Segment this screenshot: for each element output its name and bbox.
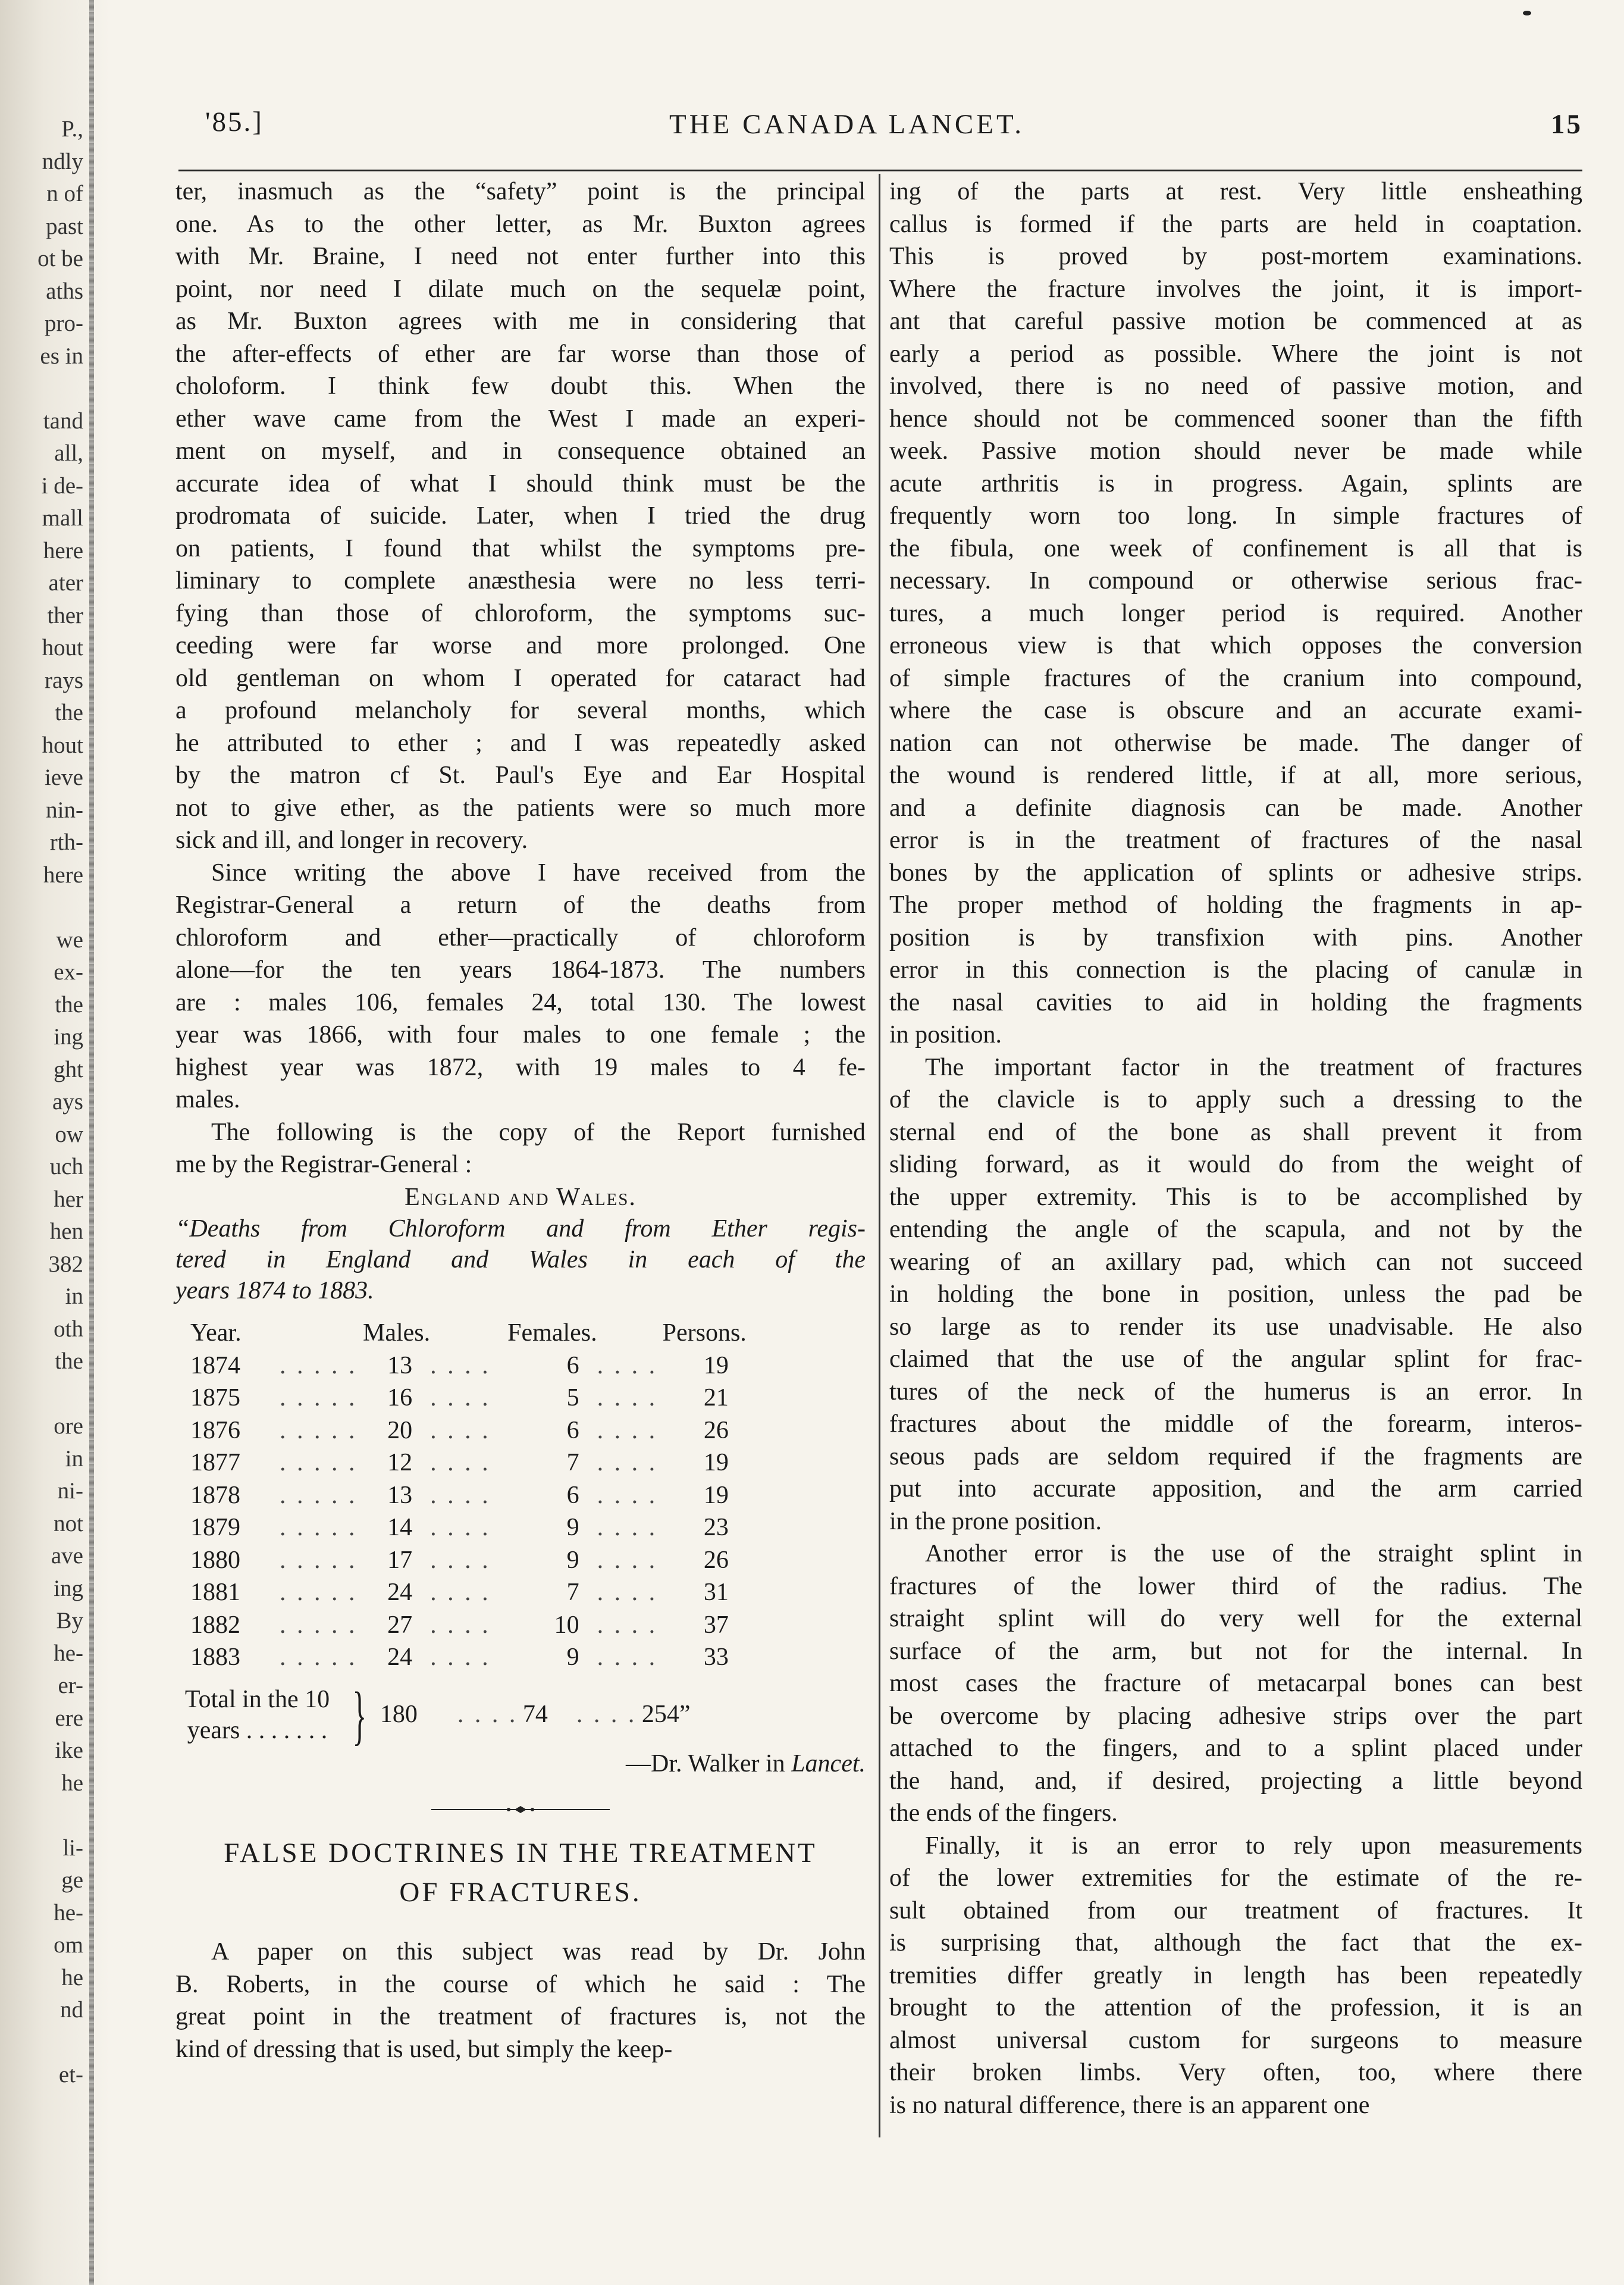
text-line: ing of the parts at rest. Very little ensheathing	[889, 178, 1582, 205]
text-line: acute arthritis is in progress. Again, splints are	[889, 469, 1582, 497]
table-header-row	[190, 1317, 747, 1350]
text-line: ceeding were far worse and more prolonged. One	[175, 632, 866, 659]
dot-leader: . . . . .	[280, 1449, 358, 1476]
dot-leader: . . . .	[430, 1449, 491, 1476]
text-line: fractures of the lower third of the radius. The	[889, 1572, 1582, 1600]
text-line: and a definite diagnosis can be made. Another	[889, 794, 1582, 822]
dot-leader: . . . .	[430, 1351, 491, 1379]
text-line: chloroform and ether—practically of chloroform	[175, 924, 866, 951]
text-line: in position.	[889, 1021, 1002, 1048]
text-line: position is by transfixion with pins. Another	[889, 924, 1582, 951]
dot-leader: . . . .	[430, 1546, 491, 1574]
table-row	[190, 1479, 747, 1512]
text-line: erroneous view is that which opposes the conversion	[889, 632, 1582, 659]
cell-persons: 33	[703, 1644, 729, 1671]
text-line: males.	[175, 1086, 240, 1113]
paragraph	[889, 1830, 1582, 2122]
text-line: nation can not otherwise be made. The danger of	[889, 729, 1582, 757]
text-line: ant that careful passive motion be commenced at as	[889, 308, 1582, 335]
fragment-line: he	[61, 1964, 83, 1990]
fragment-line: ing	[54, 1575, 83, 1601]
text-line: Finally, it is an error to rely upon measurements	[925, 1832, 1582, 1860]
dot-leader: . . . .	[457, 1701, 518, 1729]
cell-females: 9	[566, 1514, 579, 1541]
text-line: This is proved by post-mortem examinations.	[889, 243, 1582, 270]
right-column	[889, 176, 1582, 2121]
text-line: in the prone position.	[889, 1507, 1102, 1535]
fragment-line: ge	[61, 1867, 83, 1893]
paragraph	[175, 1116, 866, 1181]
fragment-line	[0, 891, 83, 924]
fragment-line: ot be	[37, 246, 83, 271]
fragment-line: 382	[48, 1251, 83, 1277]
text-line: The proper method of holding the fragments in ap-	[889, 891, 1582, 919]
text-line: alone—for the ten years 1864-1873. The numbers	[175, 956, 866, 984]
col-header-males: Males.	[363, 1319, 431, 1347]
text-line: the upper extremity. This is to be accomplished by	[889, 1183, 1582, 1211]
text-line: sick and ill, and longer in recovery.	[175, 827, 528, 854]
dot-leader: . . . .	[430, 1514, 491, 1541]
text-line: ment on myself, and in consequence obtained an	[175, 437, 866, 465]
text-line: The following is the copy of the Report furnished	[211, 1118, 866, 1146]
paragraph	[175, 1936, 866, 2065]
text-line: years 1874 to 1883.	[175, 1277, 374, 1304]
text-line: Where the fracture involves the joint, it is import-	[889, 275, 1582, 303]
table-row	[190, 1414, 747, 1447]
fragment-line: n of	[46, 181, 83, 206]
fragment-line: past	[46, 213, 83, 239]
cell-females: 9	[566, 1644, 579, 1671]
table-caption	[175, 1213, 866, 1306]
cell-males: 12	[387, 1449, 413, 1476]
cell-males: 20	[387, 1416, 413, 1444]
cell-year: 1880	[190, 1546, 240, 1574]
section-heading	[175, 1833, 866, 1912]
fragment-line: the	[55, 1348, 83, 1374]
text-line: where the case is obscure and an accurate exami-	[889, 697, 1582, 724]
cell-year: 1878	[190, 1481, 240, 1509]
text-line: of the lower extremities for the estimate of the re-	[889, 1864, 1582, 1892]
fragment-line: i de-	[41, 472, 83, 499]
dot-leader: . . . .	[597, 1514, 658, 1541]
text-line: one. As to the other letter, as Mr. Buxton agrees	[175, 210, 866, 238]
dot-leader: . . . .	[597, 1644, 658, 1671]
text-line: liminary to complete anæsthesia were no less terri-	[175, 567, 866, 594]
table-row	[190, 1641, 747, 1674]
dot-leader: . . . .	[430, 1481, 491, 1509]
total-females: 74	[522, 1701, 548, 1729]
text-line: as Mr. Buxton agrees with me in considering that	[175, 308, 866, 335]
cell-females: 6	[566, 1351, 579, 1379]
text-line: choloform. I think few doubt this. When the	[175, 373, 866, 400]
fragment-line: rays	[45, 667, 83, 693]
text-line: year was 1866, with four males to one female ; the	[175, 1021, 866, 1048]
text-line: be overcome by placing adhesive strips over the part	[889, 1702, 1582, 1730]
fragment-line: ieve	[45, 765, 83, 790]
fragment-line: tand	[43, 408, 83, 434]
totals-row	[175, 1678, 866, 1751]
dot-leader: . . . .	[597, 1546, 658, 1574]
cell-year: 1875	[190, 1384, 240, 1411]
text-line: are : males 106, females 24, total 130. The lowest	[175, 988, 866, 1016]
text-line: frequently worn too long. In simple fractures of	[889, 502, 1582, 530]
text-line: Another error is the use of the straight splint in	[925, 1540, 1582, 1567]
cell-year: 1877	[190, 1449, 240, 1476]
dot-leader: . . . . .	[280, 1611, 358, 1639]
fragment-line: er-	[58, 1673, 83, 1698]
cell-females: 6	[566, 1481, 579, 1509]
fragment-line: hout	[42, 635, 83, 661]
text-line: of simple fractures of the cranium into compound,	[889, 664, 1582, 692]
text-line: week. Passive motion should never be made while	[889, 437, 1582, 465]
section-heading-line2: OF FRACTURES.	[399, 1877, 642, 1908]
dot-leader: . . . . .	[280, 1514, 358, 1541]
header-rule	[178, 170, 1582, 171]
dot-leader: . . . .	[597, 1449, 658, 1476]
cell-year: 1883	[190, 1644, 240, 1671]
cell-year: 1876	[190, 1416, 240, 1444]
cell-males: 24	[387, 1579, 413, 1606]
paragraph	[889, 1051, 1582, 1538]
totals-label-line2: years . . . . . . .	[187, 1716, 328, 1744]
text-line: he attributed to ether ; and I was repeatedly asked	[175, 729, 866, 757]
paragraph	[175, 857, 866, 1116]
fragment-line	[0, 2027, 83, 2059]
text-line: the nasal cavities to aid in holding the fragments	[889, 988, 1582, 1016]
fragment-line: ther	[47, 602, 83, 628]
text-line: point, nor need I dilate much on the sequelæ point,	[175, 275, 866, 303]
col-header-females: Females.	[507, 1319, 597, 1347]
text-line: tremities differ greatly in length has been repeatedly	[889, 1961, 1582, 1989]
text-line: most cases the fracture of metacarpal bones can best	[889, 1670, 1582, 1697]
text-line: their broken limbs. Very often, too, where there	[889, 2059, 1582, 2086]
fragment-line: ght	[54, 1056, 83, 1082]
dot-leader: . . . . .	[280, 1351, 358, 1379]
text-line: by the matron cf St. Paul's Eye and Ear Hospital	[175, 762, 866, 789]
previous-page-fragments	[0, 113, 83, 2092]
fragment-line: om	[54, 1932, 83, 1958]
fragment-line: ike	[55, 1738, 83, 1763]
text-line: of the clavicle is to apply such a dressing to the	[889, 1086, 1582, 1113]
cell-males: 17	[387, 1546, 413, 1574]
text-line: kind of dressing that is used, but simply the keep-	[175, 2035, 673, 2063]
fragment-line: mall	[42, 505, 83, 531]
text-line: The important factor in the treatment of fractures	[925, 1053, 1582, 1081]
attribution	[175, 1748, 866, 1780]
header-year: '85.]	[205, 107, 264, 137]
text-line: sliding forward, as it would do from the weight of	[889, 1151, 1582, 1178]
fragment-line: ave	[51, 1543, 83, 1569]
text-line: ter, inasmuch as the “safety” point is the principal	[175, 178, 866, 205]
dot-leader: . . . . .	[280, 1481, 358, 1509]
text-line: is surprising that, although the fact that the ex-	[889, 1929, 1582, 1957]
dot-leader: . . . .	[597, 1579, 658, 1606]
cell-males: 24	[387, 1644, 413, 1671]
cell-year: 1879	[190, 1514, 240, 1541]
fragment-line: here	[43, 862, 83, 888]
total-males: 180	[380, 1701, 418, 1729]
fragment-line: ays	[52, 1089, 83, 1115]
cell-persons: 31	[703, 1579, 729, 1606]
table-row	[190, 1447, 747, 1479]
page-number: 15	[1551, 109, 1582, 140]
cell-males: 16	[387, 1384, 413, 1411]
text-line: is no natural difference, there is an apparent one	[889, 2091, 1370, 2119]
paragraph	[175, 176, 866, 857]
cell-year: 1882	[190, 1611, 240, 1639]
dot-leader: . . . .	[597, 1416, 658, 1444]
dot-leader: . . . . .	[280, 1579, 358, 1606]
cell-persons: 19	[703, 1351, 729, 1379]
text-line: error is in the treatment of fractures of the nasal	[889, 827, 1582, 854]
fragment-line: ater	[48, 570, 83, 596]
text-line: in holding the bone in position, unless the pad be	[889, 1281, 1582, 1308]
fragment-line: uch	[49, 1154, 83, 1179]
text-line: hence should not be commenced sooner than the fifth	[889, 405, 1582, 433]
dot-leader: . . . .	[430, 1384, 491, 1411]
text-line: me by the Registrar-General :	[175, 1151, 472, 1178]
text-line: almost universal custom for surgeons to measure	[889, 2026, 1582, 2054]
fragment-line: ni-	[57, 1478, 83, 1504]
dot-leader: . . . .	[597, 1481, 658, 1509]
text-line: not to give ether, as the patients were so much more	[175, 794, 866, 822]
dot-leader: . . . .	[430, 1611, 491, 1639]
text-line: entending the angle of the scapula, and not by the	[889, 1216, 1582, 1243]
section-ornament	[175, 1804, 866, 1816]
dot-leader: . . . . .	[280, 1546, 358, 1574]
text-line: involved, there is no need of passive motion, and	[889, 373, 1582, 400]
fragment-line: here	[43, 537, 83, 564]
cell-males: 14	[387, 1514, 413, 1541]
fragment-line: aths	[46, 278, 83, 304]
text-line: put into accurate apposition, and the arm carried	[889, 1475, 1582, 1503]
dot-leader: . . . .	[430, 1644, 491, 1671]
fragment-line: ore	[54, 1413, 83, 1439]
text-line: the hand, and, if desired, projecting a little beyond	[889, 1767, 1582, 1795]
column-divider	[879, 174, 880, 2137]
cell-females: 7	[566, 1449, 579, 1476]
brace-glyph: }	[352, 1678, 367, 1751]
text-line: the wound is rendered little, if at all, more serious,	[889, 762, 1582, 789]
fragment-line: ere	[55, 1705, 83, 1731]
dot-leader: . . . .	[430, 1579, 491, 1606]
table-row	[190, 1350, 747, 1382]
fragment-line: rth-	[49, 830, 83, 855]
text-line: error in this connection is the placing of canulæ in	[889, 956, 1582, 984]
cell-persons: 19	[703, 1449, 729, 1476]
text-line: tures, a much longer period is required. Another	[889, 599, 1582, 627]
cell-persons: 26	[703, 1546, 729, 1574]
text-line: the fibula, one week of confinement is all that is	[889, 534, 1582, 562]
text-line: Since writing the above I have received from the	[211, 859, 866, 887]
dot-leader: . . . . .	[280, 1416, 358, 1444]
text-line: tered in England and Wales in each of the	[175, 1246, 866, 1273]
text-line: tures of the neck of the humerus is an error. In	[889, 1378, 1582, 1406]
fragment-line: ing	[54, 1024, 83, 1050]
journal-title: THE CANADA LANCET.	[669, 109, 1024, 140]
left-column	[175, 176, 866, 2065]
text-line: Registrar-General a return of the deaths from	[175, 891, 866, 919]
ink-speck	[1523, 11, 1531, 15]
table-row	[190, 1609, 747, 1642]
text-line: early a period as possible. Where the joint is not	[889, 340, 1582, 368]
fragment-line: li-	[62, 1835, 83, 1861]
table-subhead: England and Wales.	[405, 1183, 637, 1211]
cell-year: 1881	[190, 1579, 240, 1606]
text-line: old gentleman on whom I operated for cataract had	[175, 664, 866, 692]
text-line: ether wave came from the West I made an experi-	[175, 405, 866, 433]
fragment-line: P.,	[61, 116, 83, 142]
text-line: fying than those of chloroform, the symptoms suc-	[175, 599, 866, 627]
cell-persons: 37	[703, 1611, 729, 1639]
text-line: the after-effects of ether are far worse than those of	[175, 340, 866, 368]
fragment-line: we	[56, 926, 83, 953]
text-line: straight splint will do very well for the external	[889, 1605, 1582, 1632]
fragment-line: he	[61, 1770, 83, 1796]
fragment-line	[0, 1799, 83, 1832]
cell-males: 27	[387, 1611, 413, 1639]
text-line: a profound melancholy for several months, which	[175, 697, 866, 724]
dot-leader: . . . . .	[280, 1384, 358, 1411]
text-line: highest year was 1872, with 19 males to 4 fe-	[175, 1053, 866, 1081]
total-persons: 254”	[641, 1701, 691, 1729]
dot-leader: . . . .	[597, 1611, 658, 1639]
text-line: wearing of an axillary pad, which can not succeed	[889, 1248, 1582, 1276]
fragment-line: oth	[54, 1316, 83, 1342]
text-line: surface of the arm, but not for the internal. In	[889, 1637, 1582, 1665]
table-row	[190, 1544, 747, 1577]
fragment-line: he-	[54, 1640, 83, 1666]
fragment-line: her	[54, 1186, 83, 1212]
fragment-line: the	[55, 991, 83, 1018]
cell-females: 6	[566, 1416, 579, 1444]
cell-persons: 26	[703, 1416, 729, 1444]
text-line: sult obtained from our treatment of fractures. It	[889, 1896, 1582, 1924]
fragment-line: nin-	[46, 797, 83, 823]
dot-leader: . . . .	[430, 1416, 491, 1444]
fragment-line: ow	[55, 1121, 83, 1147]
text-line: attached to the fingers, and to a splint placed under	[889, 1735, 1582, 1762]
dot-leader: . . . . .	[280, 1644, 358, 1671]
paragraph	[889, 1538, 1582, 1830]
dot-leader: . . . .	[597, 1384, 658, 1411]
text-line: claimed that the use of the angular splint for frac-	[889, 1345, 1582, 1373]
fragment-line: es in	[40, 343, 83, 369]
text-line: A paper on this subject was read by Dr. John	[211, 1938, 866, 1965]
fragment-line: pro-	[45, 311, 83, 336]
text-line: with Mr. Braine, I need not enter further into this	[175, 243, 866, 270]
attribution-source: Lancet.	[791, 1749, 866, 1777]
table-row	[190, 1576, 747, 1609]
text-line: “Deaths from Chloroform and from Ether regis-	[175, 1215, 866, 1242]
fragment-line: he-	[54, 1899, 83, 1926]
cell-persons: 23	[703, 1514, 729, 1541]
fragment-line: ex-	[54, 959, 83, 985]
text-line: brought to the attention of the profession, it is an	[889, 1994, 1582, 2021]
fragment-line: the	[55, 700, 83, 725]
fragment-line: hen	[49, 1219, 83, 1244]
section-heading-line1: FALSE DOCTRINES IN THE TREATMENT	[224, 1838, 817, 1868]
fragment-line: By	[56, 1608, 83, 1633]
text-line: accurate idea of what I should think must be the	[175, 469, 866, 497]
fragment-line: et-	[58, 2062, 83, 2087]
fragment-line	[0, 1378, 83, 1411]
spine-edge	[89, 0, 94, 2285]
cell-females: 10	[554, 1611, 579, 1639]
fragment-line: nd	[60, 1997, 83, 2023]
col-header-persons: Persons.	[662, 1319, 747, 1347]
text-line: sternal end of the bone as shall prevent it from	[889, 1118, 1582, 1146]
text-line: the ends of the fingers.	[889, 1799, 1118, 1827]
text-line: callus is formed if the parts are held in coaptation.	[889, 210, 1582, 238]
fragment-line: not	[54, 1510, 83, 1536]
cell-females: 7	[566, 1579, 579, 1606]
dot-leader: . . . .	[597, 1351, 658, 1379]
cell-males: 13	[387, 1481, 413, 1509]
cell-females: 5	[566, 1384, 579, 1411]
paragraph	[889, 176, 1582, 1051]
table-row	[190, 1511, 747, 1544]
text-line: B. Roberts, in the course of which he said : The	[175, 1970, 866, 1998]
totals-label-line1: Total in the 10	[184, 1685, 330, 1713]
running-header	[205, 95, 1582, 143]
fragment-line	[0, 373, 83, 405]
text-line: great point in the treatment of fractures is, not the	[175, 2003, 866, 2030]
text-line: prodromata of suicide. Later, when I tried the drug	[175, 502, 866, 530]
cell-females: 9	[566, 1546, 579, 1574]
cell-persons: 21	[703, 1384, 729, 1411]
fragment-line: all,	[54, 440, 83, 466]
cell-males: 13	[387, 1351, 413, 1379]
text-line: fractures about the middle of the forearm, interos-	[889, 1410, 1582, 1438]
deaths-table	[190, 1317, 747, 1674]
text-line: so large as to render its use unadvisable. He also	[889, 1313, 1582, 1341]
fragment-line: in	[65, 1284, 83, 1309]
fragment-line: hout	[42, 732, 83, 758]
attribution-author: —Dr. Walker in	[626, 1749, 792, 1777]
fragment-line: ndly	[42, 148, 83, 174]
text-line: on patients, I found that whilst the symptoms pre-	[175, 534, 866, 562]
text-line: necessary. In compound or otherwise serious frac-	[889, 567, 1582, 594]
cell-year: 1874	[190, 1351, 240, 1379]
dot-leader: . . . .	[576, 1701, 637, 1729]
text-line: seous pads are seldom required if the fragments are	[889, 1442, 1582, 1470]
text-line: bones by the application of splints or adhesive strips.	[889, 859, 1582, 887]
table-row	[190, 1382, 747, 1414]
col-header-year: Year.	[190, 1319, 242, 1347]
fragment-line: in	[65, 1445, 83, 1472]
cell-persons: 19	[703, 1481, 729, 1509]
